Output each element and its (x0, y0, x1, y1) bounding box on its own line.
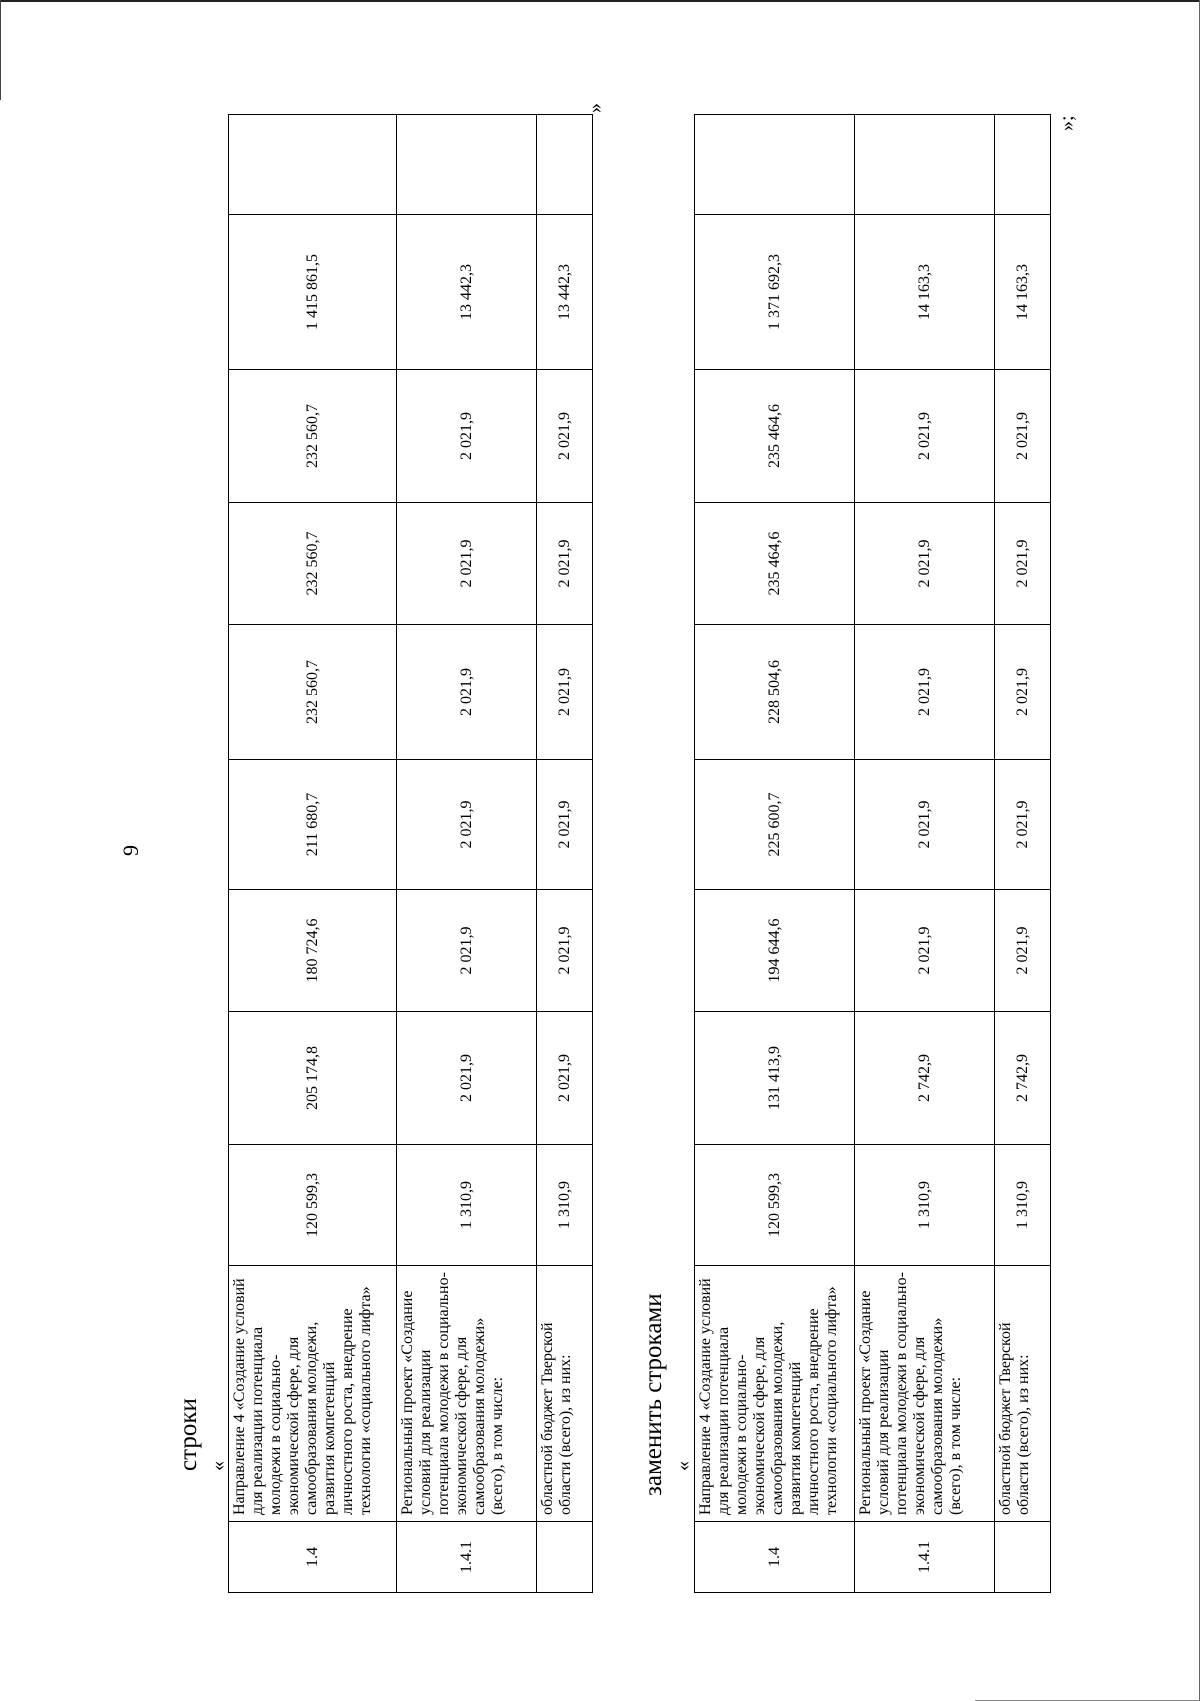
table-row (397, 115, 537, 1593)
row-empty-cell (995, 115, 1051, 215)
row-value: 2 021,9 (995, 503, 1051, 625)
row-empty-cell (537, 115, 593, 215)
row-value: 2 742,9 (855, 1012, 995, 1145)
row-value: 2 021,9 (397, 625, 537, 760)
row-value: 2 021,9 (397, 503, 537, 625)
close-quote-second: »; (1056, 115, 1078, 131)
row-value: 14 163,3 (995, 215, 1051, 370)
row-empty-cell (855, 115, 995, 215)
row-description: Направление 4 «Создание условий для реализации потенциала молодежи в социально-экономической сфере, для самообразования молодежи, развития компетенций личностного роста, внедрение технологии «социального лифта» (229, 1266, 397, 1522)
row-empty-cell (229, 115, 397, 215)
table-row (695, 115, 855, 1593)
row-code (537, 1522, 593, 1593)
row-value: 2 021,9 (995, 890, 1051, 1012)
row-value: 2 021,9 (855, 760, 995, 890)
row-description: областной бюджет Тверской области (всего), из них: (537, 1266, 593, 1522)
row-value: 205 174,8 (229, 1012, 397, 1145)
row-value: 2 021,9 (537, 1012, 593, 1145)
row-value: 2 021,9 (537, 625, 593, 760)
row-description: Региональный проект «Создание условий для реализации потенциала молодежи в социально-экономической сфере, для самообразования молодежи» (всего), в том числе: (397, 1266, 537, 1522)
table-row (537, 115, 593, 1593)
row-value: 2 021,9 (397, 760, 537, 890)
row-value: 131 413,9 (695, 1012, 855, 1145)
row-value: 2 021,9 (855, 503, 995, 625)
row-value: 2 021,9 (537, 760, 593, 890)
close-quote-first: » (584, 103, 606, 113)
row-value: 1 310,9 (855, 1145, 995, 1266)
row-value: 120 599,3 (695, 1145, 855, 1266)
table-row (995, 115, 1051, 1593)
row-value: 2 021,9 (397, 370, 537, 503)
row-value: 1 415 861,5 (229, 215, 397, 370)
row-empty-cell (695, 115, 855, 215)
row-value: 2 021,9 (397, 1012, 537, 1145)
open-quote-second: « (672, 1461, 694, 1471)
row-description: Региональный проект «Создание условий для реализации потенциала молодежи в социально-экономической сфере, для самообразования молодежи» (всего), в том числе: (855, 1266, 995, 1522)
row-value: 14 163,3 (855, 215, 995, 370)
row-value: 2 021,9 (855, 625, 995, 760)
row-code: 1.4 (695, 1522, 855, 1593)
table-new-rows (694, 114, 1051, 1593)
row-value: 2 021,9 (537, 503, 593, 625)
table-old-rows (228, 114, 593, 1593)
row-value: 2 021,9 (995, 625, 1051, 760)
row-value: 2 021,9 (855, 890, 995, 1012)
row-value: 225 600,7 (695, 760, 855, 890)
row-value: 2 021,9 (995, 370, 1051, 503)
row-value: 120 599,3 (229, 1145, 397, 1266)
row-value: 2 021,9 (537, 890, 593, 1012)
row-value: 232 560,7 (229, 503, 397, 625)
row-description: Направление 4 «Создание условий для реализации потенциала молодежи в социально-экономической сфере, для самообразования молодежи, развития компетенций личностного роста, внедрение технологии «социального лифта» (695, 1266, 855, 1522)
row-code: 1.4.1 (397, 1522, 537, 1593)
label-rows-before: строки (175, 1398, 202, 1471)
row-value: 1 371 692,3 (695, 215, 855, 370)
row-code: 1.4 (229, 1522, 397, 1593)
row-value: 232 560,7 (229, 625, 397, 760)
row-value: 1 310,9 (995, 1145, 1051, 1266)
row-value: 235 464,6 (695, 503, 855, 625)
row-value: 228 504,6 (695, 625, 855, 760)
row-code (995, 1522, 1051, 1593)
row-value: 2 021,9 (537, 370, 593, 503)
row-description: областной бюджет Тверской области (всего), из них: (995, 1266, 1051, 1522)
table-row (855, 115, 995, 1593)
row-value: 1 310,9 (397, 1145, 537, 1266)
row-code: 1.4.1 (855, 1522, 995, 1593)
row-value: 13 442,3 (537, 215, 593, 370)
row-value: 2 021,9 (397, 890, 537, 1012)
open-quote-first: « (207, 1461, 229, 1471)
row-value: 194 644,6 (695, 890, 855, 1012)
row-value: 232 560,7 (229, 370, 397, 503)
row-value: 13 442,3 (397, 215, 537, 370)
row-value: 235 464,6 (695, 370, 855, 503)
row-value: 211 680,7 (229, 760, 397, 890)
row-value: 2 742,9 (995, 1012, 1051, 1145)
row-empty-cell (397, 115, 537, 215)
row-value: 2 021,9 (995, 760, 1051, 890)
row-value: 180 724,6 (229, 890, 397, 1012)
label-replace-with-rows: заменить строками (640, 1293, 667, 1496)
row-value: 1 310,9 (537, 1145, 593, 1266)
table-row (229, 115, 397, 1593)
page-number: 9 (118, 845, 143, 856)
row-value: 2 021,9 (855, 370, 995, 503)
